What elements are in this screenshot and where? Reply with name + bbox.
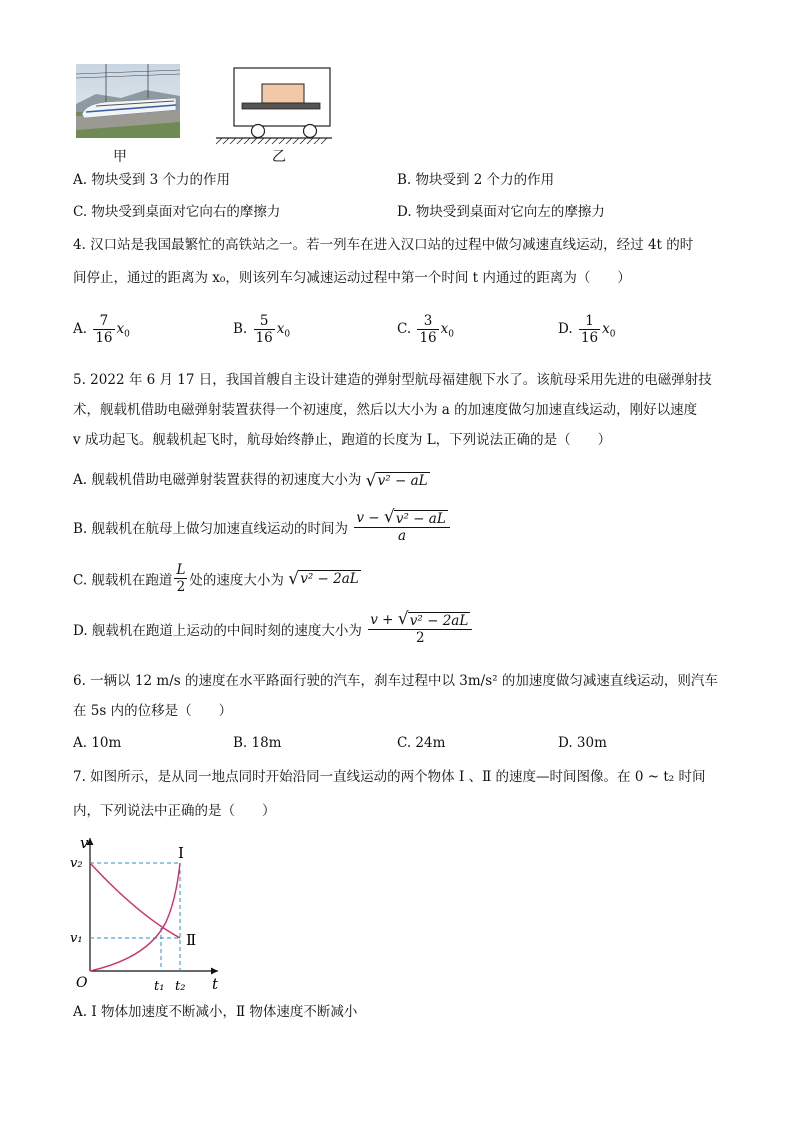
origin-label: O bbox=[76, 975, 88, 991]
train-photo bbox=[76, 64, 180, 138]
x-axis-label: t bbox=[212, 975, 219, 993]
q3-option-b: B. 物块受到 2 个力的作用 bbox=[397, 172, 555, 188]
q4-option-a: A. $\frac{7}{16}$ $x_0$ bbox=[73, 313, 130, 346]
q5-stem-line2: 术，舰载机借助电磁弹射装置获得一个初速度，然后以大小为 a 的加速度做匀加速直线运动，刚好以速度 bbox=[73, 402, 698, 418]
q6-option-c: C. 24m bbox=[397, 735, 446, 751]
series-II-curve bbox=[90, 863, 180, 938]
y-tick-v2: v₂ bbox=[70, 856, 83, 871]
q4-option-c: C. $\frac{3}{16}$ $x_0$ bbox=[397, 313, 454, 346]
q6-option-d: D. 30m bbox=[558, 735, 607, 751]
y-tick-v1: v₁ bbox=[70, 931, 83, 946]
q3-option-a: A. 物块受到 3 个力的作用 bbox=[73, 172, 231, 188]
y-axis-label: v bbox=[80, 834, 89, 852]
x-tick-t1: t₁ bbox=[154, 979, 165, 994]
series-I-curve bbox=[90, 863, 180, 971]
q5-stem-line1: 5. 2022 年 6 月 17 日，我国首艘自主设计建造的弹射型航母福建舰下水了。该航母采用先进的电磁弹射技 bbox=[73, 372, 712, 388]
q5-option-a: A. 舰载机借助电磁弹射装置获得的初速度大小为 √ v² − aL bbox=[73, 470, 428, 491]
q4-stem-line1: 4. 汉口站是我国最繁忙的高铁站之一。若一列车在进入汉口站的过程中做匀减速直线运动，经过 4t 的时 bbox=[73, 237, 694, 253]
q7-option-a: A. Ⅰ 物体加速度不断减小，Ⅱ 物体速度不断减小 bbox=[73, 1004, 358, 1020]
series-II-label: Ⅱ bbox=[186, 931, 197, 949]
q5-option-b: B. 舰载机在航母上做匀加速直线运动的时间为 v − √ v² − aL a bbox=[73, 510, 452, 544]
q6-stem-line2: 在 5s 内的位移是（ ） bbox=[73, 703, 233, 719]
figure-label-jia: 甲 bbox=[113, 149, 127, 165]
q5-option-c: C. 舰载机在跑道 $\frac{L}{2}$ 处的速度大小为 √ v² − 2aL bbox=[73, 562, 359, 595]
q7-stem-line2: 内，下列说法中正确的是（ ） bbox=[73, 803, 276, 819]
q7-stem-line1: 7. 如图所示，是从同一地点同时开始沿同一直线运动的两个物体 Ⅰ 、Ⅱ 的速度—时间图像。在 0 ~ t₂ 时间 bbox=[73, 769, 706, 785]
cart-diagram bbox=[212, 64, 336, 150]
x-tick-t2: t₂ bbox=[175, 979, 186, 994]
q4-option-d: D. $\frac{1}{16}$ $x_0$ bbox=[558, 313, 616, 346]
q6-stem-line1: 6. 一辆以 12 m/s 的速度在水平路面行驶的汽车，刹车过程中以 3m/s² 的加速度做匀减速直线运动，则汽车 bbox=[73, 673, 718, 689]
q4-stem-line2: 间停止，通过的距离为 x₀，则该列车匀减速运动过程中第一个时间 t 内通过的距离为（ ） bbox=[73, 270, 631, 286]
q6-option-a: A. 10m bbox=[73, 735, 122, 751]
q3-option-c: C. 物块受到桌面对它向右的摩擦力 bbox=[73, 204, 281, 220]
q5-stem-line3: v 成功起飞。舰载机起飞时，航母始终静止，跑道的长度为 L，下列说法正确的是（ ） bbox=[73, 432, 612, 448]
figure-label-yi: 乙 bbox=[272, 149, 286, 165]
q3-option-d: D. 物块受到桌面对它向左的摩擦力 bbox=[397, 204, 605, 220]
q5-option-d: D. 舰载机在跑道上运动的中间时刻的速度大小为 v + √ v² − 2aL 2 bbox=[73, 612, 474, 646]
series-I-label: Ⅰ bbox=[178, 844, 184, 862]
vt-graph bbox=[68, 830, 228, 998]
q6-option-b: B. 18m bbox=[233, 735, 282, 751]
q4-option-b: B. $\frac{5}{16}$ $x_0$ bbox=[233, 313, 291, 346]
